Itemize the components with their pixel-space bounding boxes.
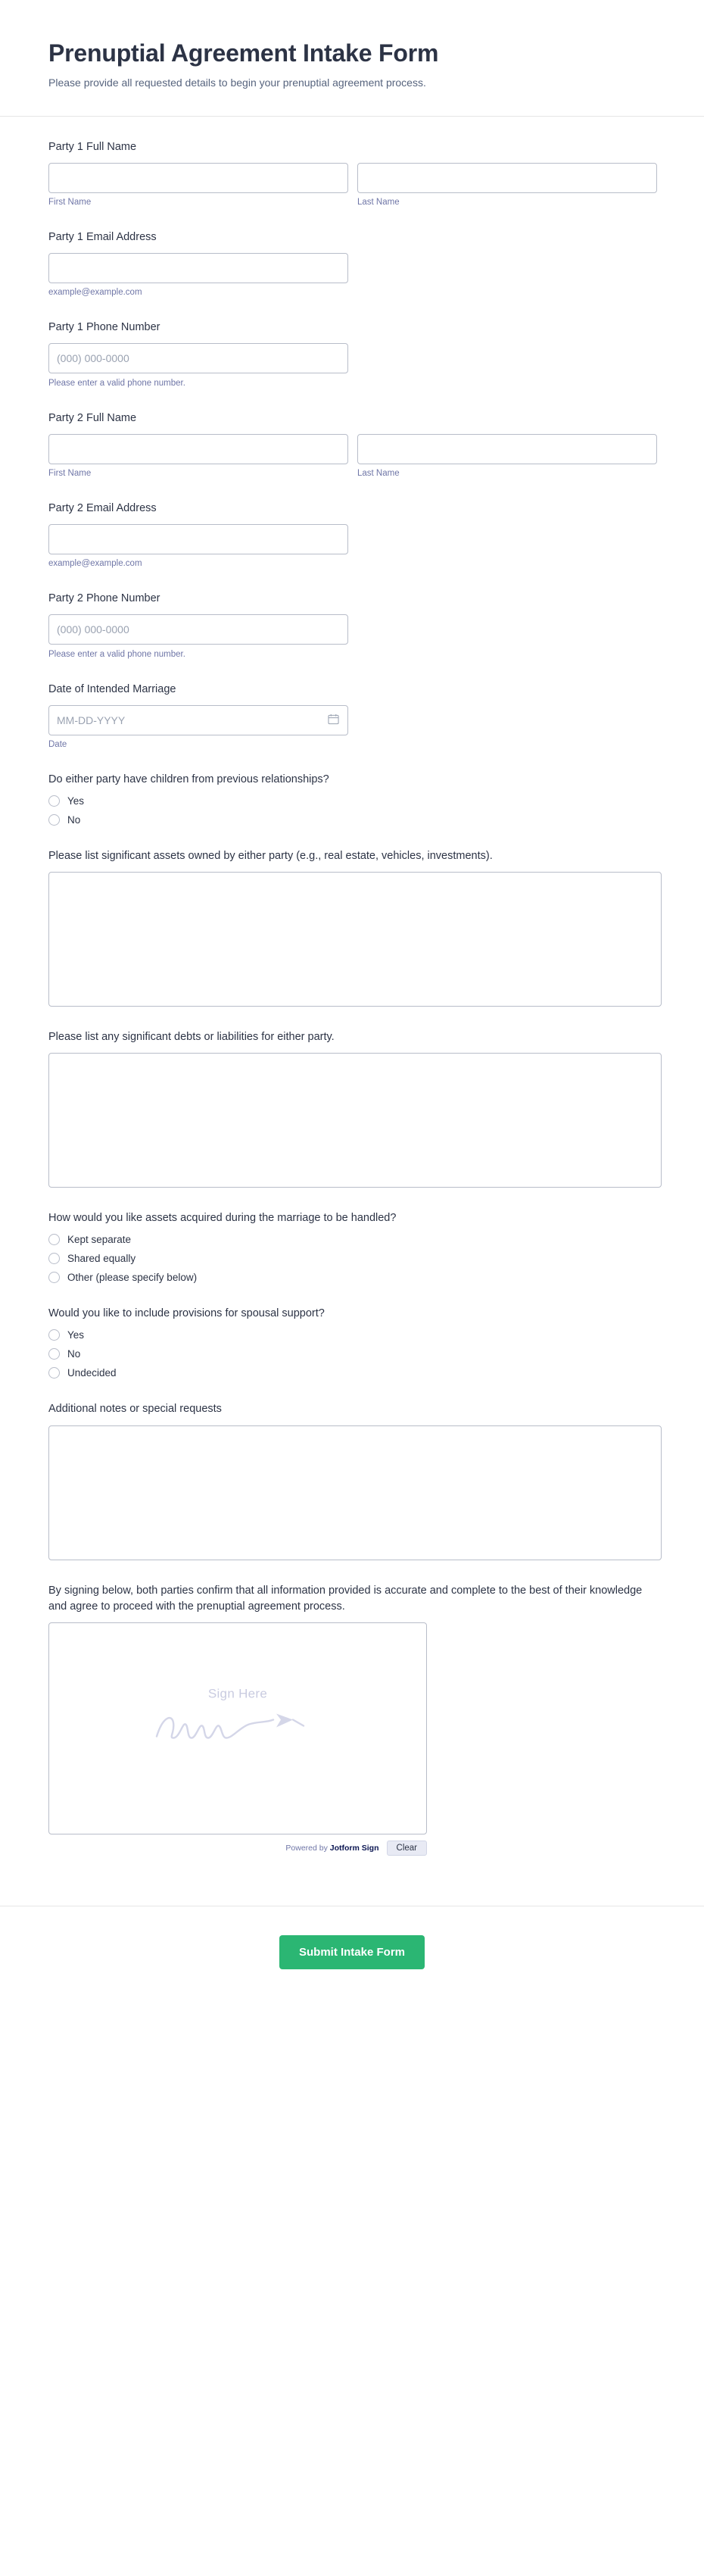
- label-marriage-date: Date of Intended Marriage: [48, 683, 176, 696]
- spousal-support-option-1-label: Yes: [67, 1329, 85, 1341]
- party2-last-name-input[interactable]: [357, 434, 657, 464]
- party2-email-sublabel: example@example.com: [48, 559, 142, 569]
- page-subtitle: Please provide all requested details to begin your prenuptial agreement process.: [48, 76, 426, 89]
- children-option-no[interactable]: [48, 814, 656, 826]
- party2-phone-input[interactable]: [48, 614, 348, 645]
- acquired-assets-option-kept-separate[interactable]: [48, 1234, 656, 1245]
- form-header: [0, 0, 704, 117]
- field-acquired-assets: [48, 1210, 656, 1283]
- spousal-support-option-undecided[interactable]: [48, 1367, 656, 1379]
- acquired-assets-option-2-label: Shared equally: [67, 1253, 136, 1265]
- spousal-support-radio-group: [48, 1329, 656, 1379]
- label-acquired-assets: How would you like assets acquired during the marriage to be handled?: [48, 1212, 397, 1225]
- children-option-yes[interactable]: [48, 795, 656, 807]
- label-party1-phone: Party 1 Phone Number: [48, 321, 160, 334]
- party1-first-name-input[interactable]: [48, 163, 348, 193]
- debts-textarea[interactable]: [48, 1053, 662, 1188]
- additional-notes-textarea[interactable]: [48, 1425, 662, 1560]
- field-debts: [48, 1029, 656, 1188]
- field-signature: [48, 1583, 656, 1856]
- page-title: Prenuptial Agreement Intake Form: [48, 39, 439, 67]
- label-debts: Please list any significant debts or liabilities for either party.: [48, 1031, 335, 1044]
- label-children-previous: Do either party have children from previous relationships?: [48, 773, 329, 786]
- party1-phone-hint: Please enter a valid phone number.: [48, 379, 185, 389]
- assets-textarea[interactable]: [48, 872, 662, 1007]
- marriage-date-sublabel: Date: [48, 740, 67, 750]
- label-signature: By signing below, both parties confirm that all information provided is accurate and complete to the best of their knowledge and agree to proceed with the prenuptial agreement process.: [48, 1584, 643, 1613]
- field-marriage-date: [48, 682, 656, 749]
- acquired-assets-option-1-label: Kept separate: [67, 1234, 132, 1246]
- field-assets: [48, 848, 656, 1007]
- label-spousal-support: Would you like to include provisions for spousal support?: [48, 1307, 325, 1320]
- form-footer: [0, 1906, 704, 2003]
- radio-icon[interactable]: [48, 1348, 60, 1360]
- submit-button[interactable]: Submit Intake Form: [279, 1935, 425, 1969]
- party2-first-name-col: [48, 434, 348, 478]
- clear-signature-button[interactable]: Clear: [387, 1841, 427, 1856]
- label-party1-email: Party 1 Email Address: [48, 231, 157, 244]
- party2-first-name-input[interactable]: [48, 434, 348, 464]
- radio-icon[interactable]: [48, 1367, 60, 1379]
- party1-last-name-sublabel: Last Name: [357, 198, 400, 208]
- children-radio-group: [48, 795, 656, 826]
- field-party2-email: [48, 501, 656, 568]
- party1-last-name-input[interactable]: [357, 163, 657, 193]
- field-spousal-support: [48, 1306, 656, 1379]
- acquired-assets-option-3-label: Other (please specify below): [67, 1272, 198, 1284]
- signature-placeholder: [143, 1687, 332, 1753]
- field-party1-phone: [48, 320, 656, 388]
- label-additional-notes: Additional notes or special requests: [48, 1403, 222, 1416]
- field-additional-notes: [48, 1401, 656, 1560]
- party2-email-input[interactable]: [48, 524, 348, 554]
- signature-pad[interactable]: [48, 1622, 427, 1834]
- field-party1-email: [48, 229, 656, 297]
- radio-icon[interactable]: [48, 814, 60, 826]
- party2-name-row: [48, 434, 656, 478]
- field-party2-phone: [48, 591, 656, 659]
- marriage-date-input[interactable]: [48, 705, 348, 735]
- party1-first-name-sublabel: First Name: [48, 198, 92, 208]
- label-party2-full-name: Party 2 Full Name: [48, 412, 137, 425]
- party2-phone-hint: Please enter a valid phone number.: [48, 650, 185, 660]
- party1-name-row: [48, 163, 656, 207]
- field-party1-full-name: [48, 139, 656, 207]
- field-party2-full-name: [48, 411, 656, 478]
- party1-phone-input[interactable]: [48, 343, 348, 373]
- party2-last-name-sublabel: Last Name: [357, 469, 400, 479]
- spousal-support-option-3-label: Undecided: [67, 1367, 117, 1379]
- label-party2-phone: Party 2 Phone Number: [48, 592, 160, 605]
- radio-icon[interactable]: [48, 795, 60, 807]
- party2-first-name-sublabel: First Name: [48, 469, 92, 479]
- signature-placeholder-text: Sign Here: [207, 1686, 268, 1701]
- radio-icon[interactable]: [48, 1272, 60, 1283]
- spousal-support-option-yes[interactable]: [48, 1329, 656, 1341]
- label-party1-full-name: Party 1 Full Name: [48, 141, 137, 154]
- radio-icon[interactable]: [48, 1234, 60, 1245]
- acquired-assets-option-other[interactable]: [48, 1272, 656, 1283]
- spousal-support-option-no[interactable]: [48, 1348, 656, 1360]
- acquired-assets-option-shared-equally[interactable]: [48, 1253, 656, 1264]
- radio-icon[interactable]: [48, 1253, 60, 1264]
- radio-icon[interactable]: [48, 1329, 60, 1341]
- party1-email-sublabel: example@example.com: [48, 288, 142, 298]
- label-party2-email: Party 2 Email Address: [48, 502, 157, 515]
- children-option-yes-label: Yes: [67, 795, 85, 807]
- party1-email-input[interactable]: [48, 253, 348, 283]
- label-assets: Please list significant assets owned by either party (e.g., real estate, vehicles, investments).: [48, 850, 493, 863]
- acquired-assets-radio-group: [48, 1234, 656, 1283]
- form-body: [0, 117, 704, 1885]
- powered-by-brand: Jotform Sign: [329, 1843, 379, 1853]
- signature-footer: [48, 1841, 427, 1856]
- children-option-no-label: No: [67, 814, 81, 826]
- party1-first-name-col: [48, 163, 348, 207]
- party2-last-name-col: [357, 434, 657, 478]
- marriage-date-wrap: [48, 705, 348, 735]
- field-children-previous: [48, 772, 656, 826]
- spousal-support-option-2-label: No: [67, 1348, 81, 1360]
- powered-by-prefix: Powered by: [285, 1843, 330, 1853]
- powered-by-label: [285, 1844, 378, 1853]
- signature-scribble-icon: [143, 1703, 332, 1753]
- party1-last-name-col: [357, 163, 657, 207]
